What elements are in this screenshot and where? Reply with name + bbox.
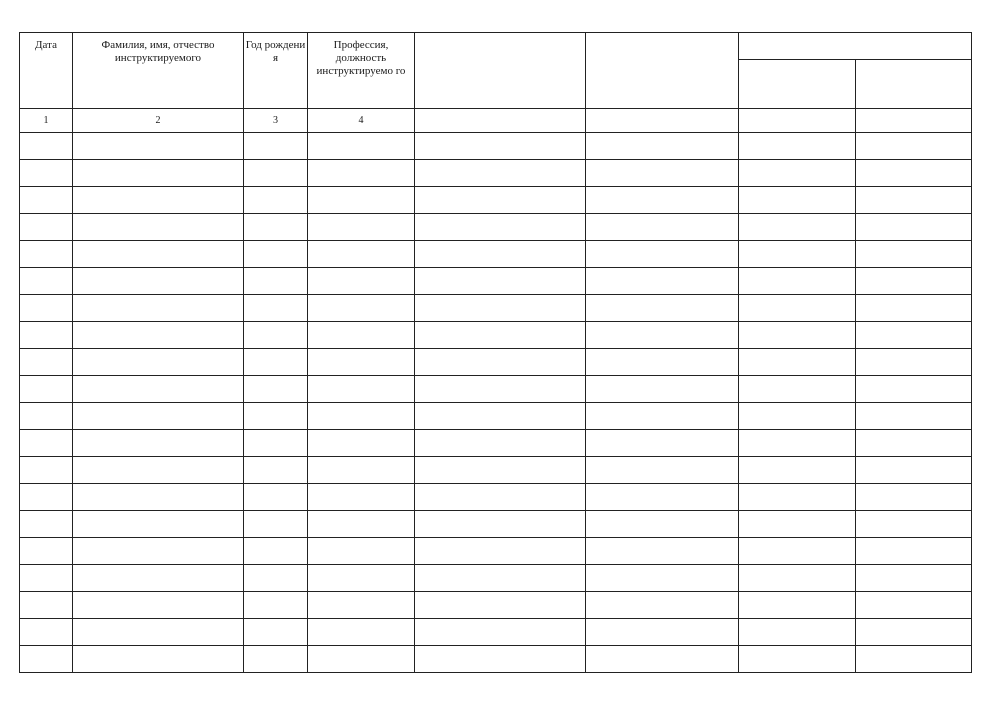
table-cell xyxy=(739,133,856,160)
table-cell xyxy=(586,538,739,565)
column-number-2: 2 xyxy=(73,109,244,133)
table-cell xyxy=(308,403,415,430)
table-cell xyxy=(73,214,244,241)
table-cell xyxy=(739,160,856,187)
table-cell xyxy=(244,592,308,619)
table-cell xyxy=(415,592,586,619)
table-cell xyxy=(244,160,308,187)
table-cell xyxy=(20,619,73,646)
table-cell xyxy=(415,376,586,403)
table-cell xyxy=(244,295,308,322)
table-cell xyxy=(308,268,415,295)
table-cell xyxy=(856,241,972,268)
table-cell xyxy=(856,349,972,376)
table-cell xyxy=(20,457,73,484)
header-col-5 xyxy=(415,33,586,109)
table-cell xyxy=(739,268,856,295)
table-cell xyxy=(415,646,586,673)
table-cell xyxy=(244,430,308,457)
table-cell xyxy=(856,322,972,349)
column-number-8 xyxy=(856,109,972,133)
table-cell xyxy=(308,538,415,565)
table-cell xyxy=(73,457,244,484)
table-cell xyxy=(586,133,739,160)
table-cell xyxy=(20,322,73,349)
table-cell xyxy=(308,214,415,241)
table-cell xyxy=(739,565,856,592)
table-cell xyxy=(856,538,972,565)
table-cell xyxy=(20,376,73,403)
header-col-7-8-group xyxy=(739,33,972,60)
table-cell xyxy=(20,538,73,565)
table-cell xyxy=(73,592,244,619)
table-cell xyxy=(739,592,856,619)
table-cell xyxy=(586,403,739,430)
table-cell xyxy=(586,646,739,673)
table-cell xyxy=(308,295,415,322)
table-cell xyxy=(20,241,73,268)
table-cell xyxy=(856,214,972,241)
table-cell xyxy=(20,133,73,160)
instruction-journal-table xyxy=(19,32,972,673)
table-cell xyxy=(739,646,856,673)
table-cell xyxy=(73,133,244,160)
table-cell xyxy=(739,214,856,241)
table-row xyxy=(20,241,972,268)
table-cell xyxy=(244,538,308,565)
table-cell xyxy=(415,349,586,376)
table-cell xyxy=(244,133,308,160)
table-cell xyxy=(20,403,73,430)
table-cell xyxy=(739,376,856,403)
table-cell xyxy=(308,133,415,160)
table-cell xyxy=(586,592,739,619)
column-number-3: 3 xyxy=(244,109,308,133)
table-cell xyxy=(586,349,739,376)
header-col-8 xyxy=(856,60,972,109)
table-cell xyxy=(73,403,244,430)
table-row xyxy=(20,349,972,376)
table-cell xyxy=(739,457,856,484)
table-cell xyxy=(856,457,972,484)
table-row xyxy=(20,214,972,241)
table-cell xyxy=(308,241,415,268)
table-cell xyxy=(415,133,586,160)
table-cell xyxy=(244,241,308,268)
table-cell xyxy=(586,214,739,241)
column-number-6 xyxy=(586,109,739,133)
table-cell xyxy=(856,484,972,511)
table-cell xyxy=(739,349,856,376)
table-cell xyxy=(856,511,972,538)
table-cell xyxy=(244,511,308,538)
table-cell xyxy=(856,619,972,646)
table-cell xyxy=(415,484,586,511)
header-full-name-label: Фамилия, имя, отчество инструктируемого xyxy=(101,39,215,64)
table-cell xyxy=(73,430,244,457)
table-cell xyxy=(739,538,856,565)
table-cell xyxy=(415,160,586,187)
table-cell xyxy=(586,565,739,592)
header-profession-label: Профессия, должность инструктируемо го xyxy=(316,39,406,77)
table-cell xyxy=(308,646,415,673)
table-cell xyxy=(73,349,244,376)
table-cell xyxy=(20,565,73,592)
table-cell xyxy=(73,187,244,214)
table-cell xyxy=(415,295,586,322)
table-cell xyxy=(415,457,586,484)
table-cell xyxy=(20,646,73,673)
table-cell xyxy=(856,376,972,403)
table-cell xyxy=(308,430,415,457)
table-cell xyxy=(856,187,972,214)
table-cell xyxy=(856,430,972,457)
table-cell xyxy=(244,376,308,403)
table-cell xyxy=(856,160,972,187)
table-cell xyxy=(73,538,244,565)
header-full-name xyxy=(73,33,244,109)
table-cell xyxy=(308,511,415,538)
column-number-5 xyxy=(415,109,586,133)
table-cell xyxy=(244,322,308,349)
table-cell xyxy=(415,430,586,457)
table-cell xyxy=(73,511,244,538)
table-cell xyxy=(739,241,856,268)
header-col-6 xyxy=(586,33,739,109)
table-cell xyxy=(244,187,308,214)
table-cell xyxy=(586,268,739,295)
table-cell xyxy=(586,457,739,484)
table-cell xyxy=(739,619,856,646)
table-cell xyxy=(586,484,739,511)
table-cell xyxy=(415,268,586,295)
table-cell xyxy=(244,457,308,484)
table-row xyxy=(20,376,972,403)
table-cell xyxy=(73,241,244,268)
table-cell xyxy=(308,484,415,511)
table-row xyxy=(20,592,972,619)
table-row xyxy=(20,511,972,538)
table-cell xyxy=(739,430,856,457)
table-cell xyxy=(586,295,739,322)
table-cell xyxy=(415,214,586,241)
table-row xyxy=(20,322,972,349)
table-cell xyxy=(856,592,972,619)
table-cell xyxy=(586,511,739,538)
table-cell xyxy=(244,619,308,646)
table-cell xyxy=(308,619,415,646)
column-number-1: 1 xyxy=(20,109,73,133)
table-cell xyxy=(73,565,244,592)
table-cell xyxy=(20,214,73,241)
column-number-row xyxy=(20,109,972,133)
table-cell xyxy=(244,646,308,673)
table-cell xyxy=(20,268,73,295)
table-cell xyxy=(308,565,415,592)
table-cell xyxy=(20,484,73,511)
table-cell xyxy=(739,322,856,349)
table-cell xyxy=(20,430,73,457)
table-cell xyxy=(739,403,856,430)
table-cell xyxy=(244,403,308,430)
table-cell xyxy=(73,619,244,646)
header-date xyxy=(20,33,73,109)
table-cell xyxy=(73,646,244,673)
column-number-4: 4 xyxy=(308,109,415,133)
table-cell xyxy=(586,241,739,268)
table-cell xyxy=(586,376,739,403)
table-cell xyxy=(73,376,244,403)
table-cell xyxy=(20,295,73,322)
table-cell xyxy=(244,484,308,511)
table-cell xyxy=(739,484,856,511)
table-row xyxy=(20,403,972,430)
header-col-7 xyxy=(739,60,856,109)
table-cell xyxy=(20,160,73,187)
table-cell xyxy=(856,403,972,430)
table-row xyxy=(20,484,972,511)
table-cell xyxy=(856,565,972,592)
table-cell xyxy=(415,538,586,565)
table-cell xyxy=(308,187,415,214)
table-cell xyxy=(308,349,415,376)
table-cell xyxy=(739,295,856,322)
table-row xyxy=(20,646,972,673)
table-cell xyxy=(308,457,415,484)
table-cell xyxy=(20,511,73,538)
table-cell xyxy=(20,592,73,619)
table-cell xyxy=(415,619,586,646)
table-cell xyxy=(586,619,739,646)
table-row xyxy=(20,295,972,322)
table-row xyxy=(20,565,972,592)
table-cell xyxy=(73,322,244,349)
table-cell xyxy=(308,376,415,403)
header-birth-year-label: Год рождени я xyxy=(245,39,306,64)
table-row xyxy=(20,187,972,214)
table-cell xyxy=(244,214,308,241)
table-cell xyxy=(856,646,972,673)
table-cell xyxy=(415,241,586,268)
table-cell xyxy=(856,295,972,322)
table-cell xyxy=(586,430,739,457)
table-cell xyxy=(856,268,972,295)
table-cell xyxy=(415,565,586,592)
table-row xyxy=(20,619,972,646)
table-cell xyxy=(856,133,972,160)
header-date-label: Дата xyxy=(35,39,57,51)
table-cell xyxy=(415,403,586,430)
table-row xyxy=(20,457,972,484)
table-cell xyxy=(73,295,244,322)
table-cell xyxy=(739,511,856,538)
table-cell xyxy=(244,268,308,295)
table-cell xyxy=(586,322,739,349)
table-row xyxy=(20,133,972,160)
table-cell xyxy=(73,484,244,511)
table-cell xyxy=(20,349,73,376)
table-cell xyxy=(73,160,244,187)
table-cell xyxy=(415,187,586,214)
table-cell xyxy=(586,187,739,214)
table-cell xyxy=(244,349,308,376)
table-cell xyxy=(73,268,244,295)
header-row xyxy=(20,33,972,60)
table-cell xyxy=(415,511,586,538)
table-row xyxy=(20,538,972,565)
table-row xyxy=(20,430,972,457)
table-cell xyxy=(308,322,415,349)
table-cell xyxy=(308,592,415,619)
header-profession xyxy=(308,33,415,109)
table-row xyxy=(20,160,972,187)
table-cell xyxy=(308,160,415,187)
column-number-7 xyxy=(739,109,856,133)
table-row xyxy=(20,268,972,295)
table-cell xyxy=(739,187,856,214)
table-cell xyxy=(244,565,308,592)
table-cell xyxy=(586,160,739,187)
table-cell xyxy=(415,322,586,349)
table-cell xyxy=(20,187,73,214)
header-birth-year xyxy=(244,33,308,109)
